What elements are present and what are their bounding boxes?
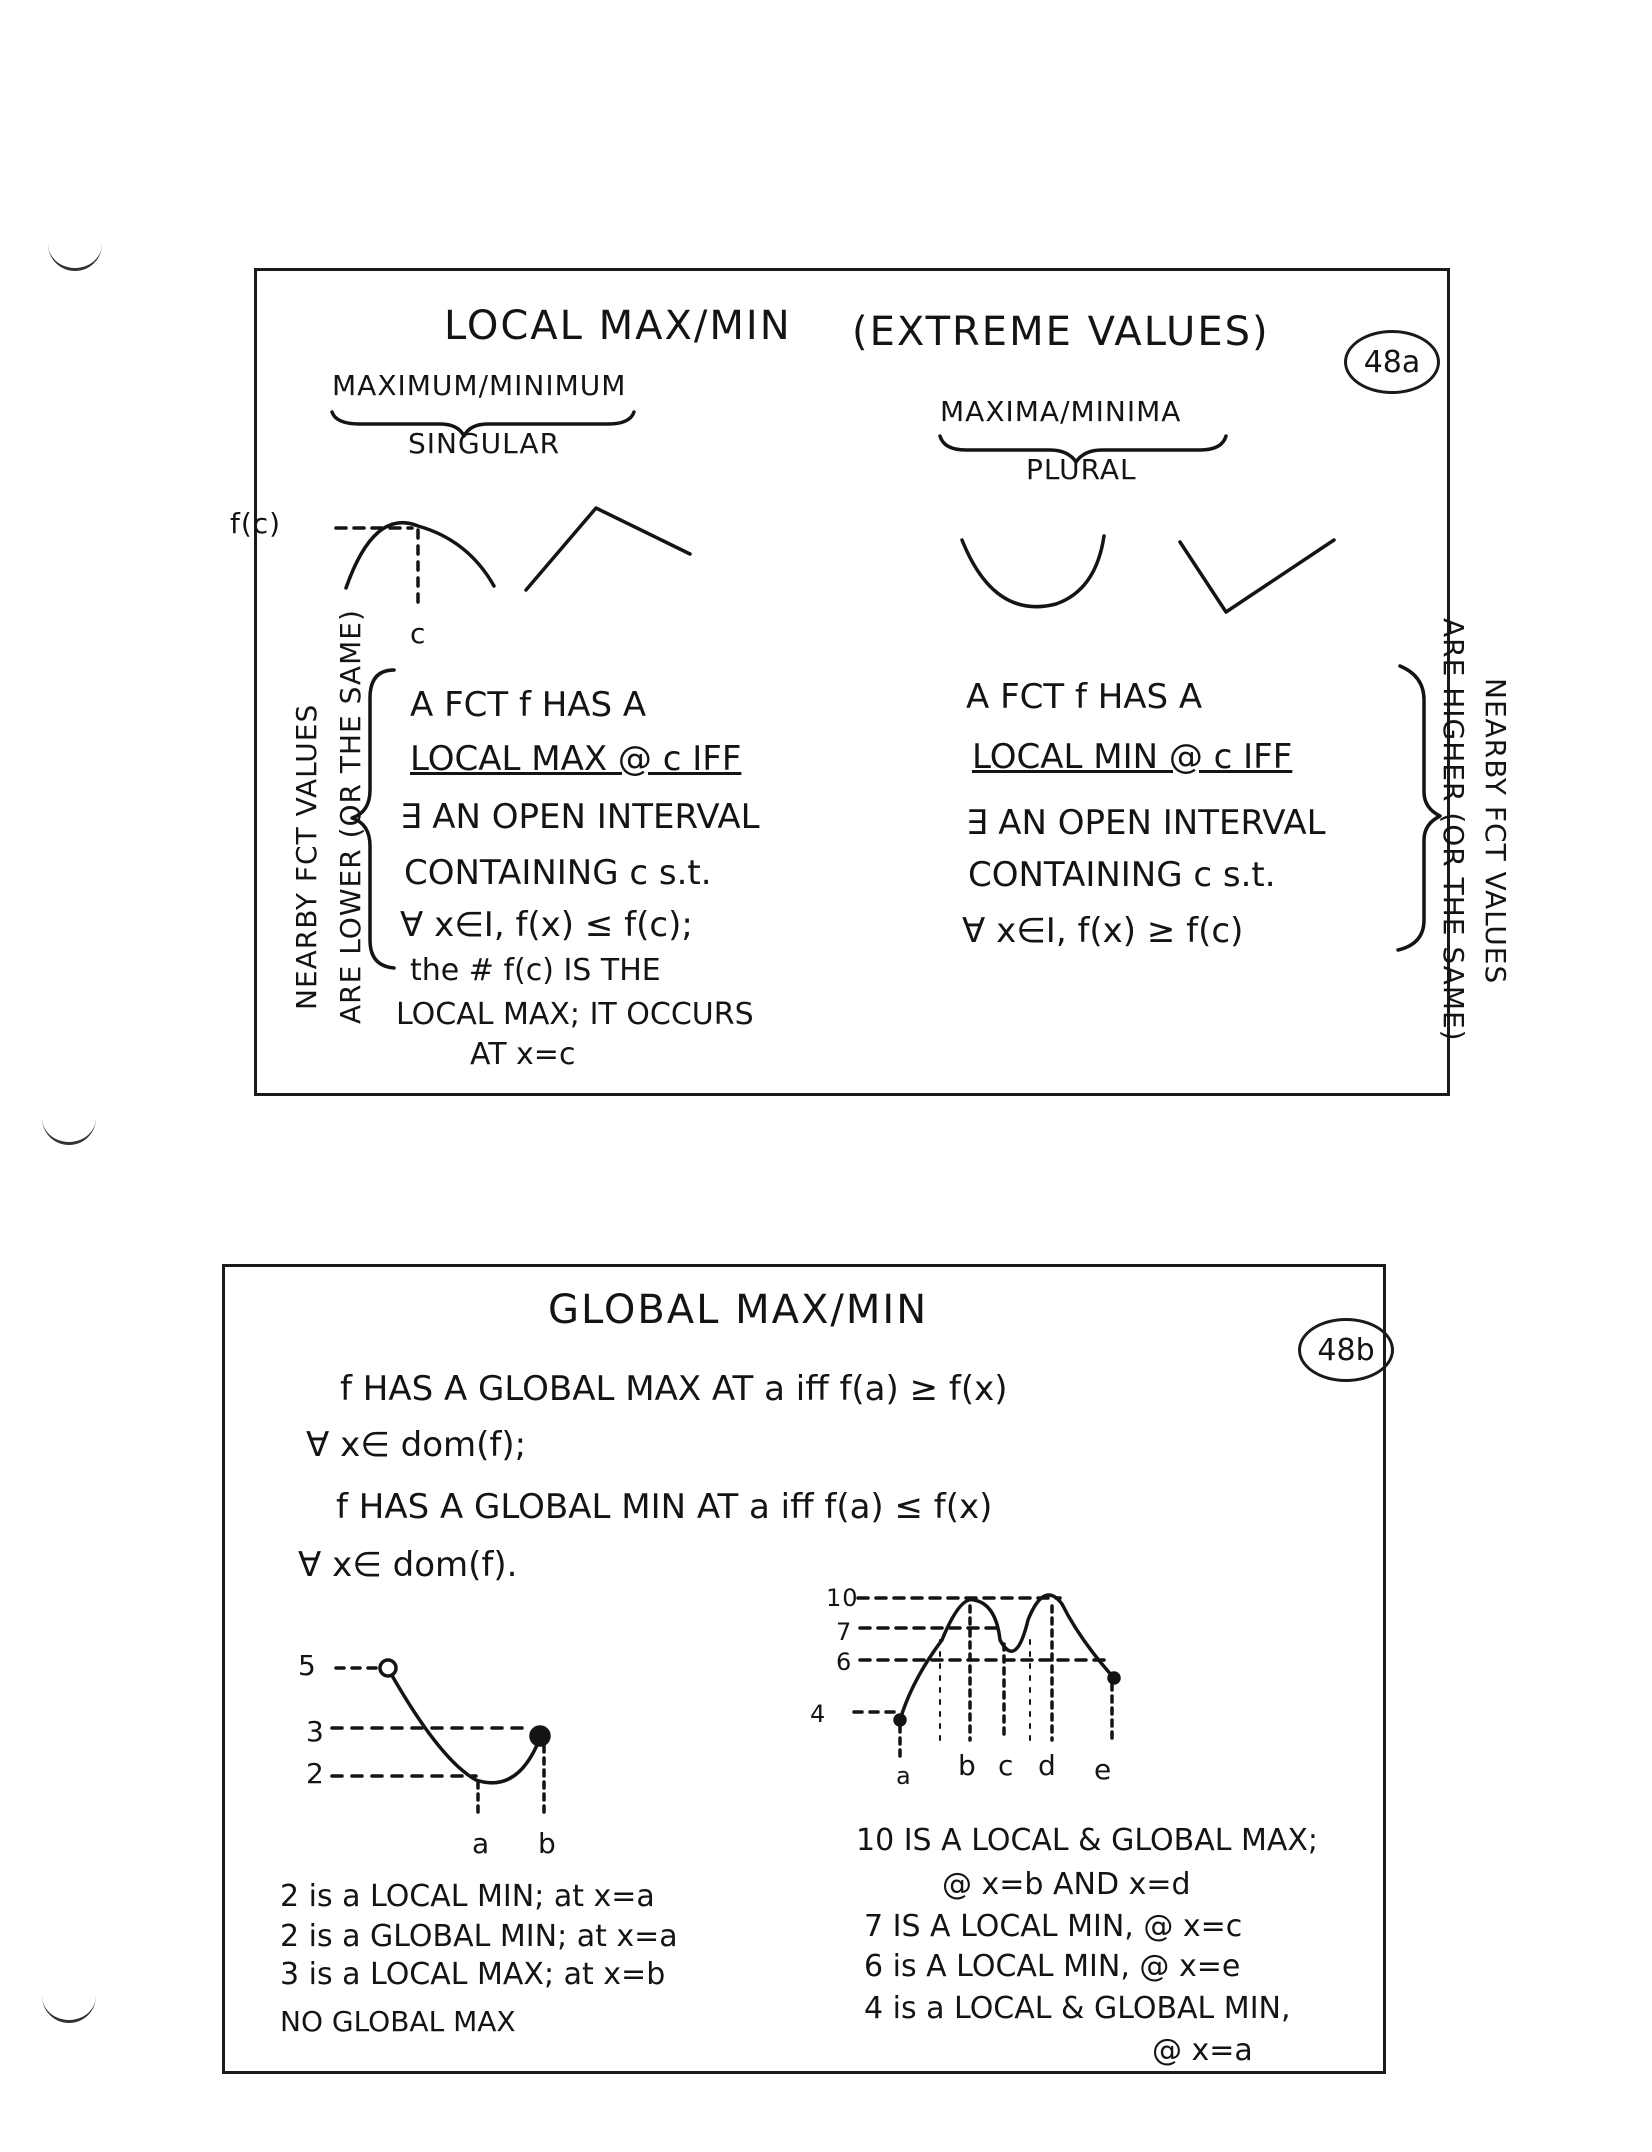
note-line: 10 IS A LOCAL & GLOBAL MAX;: [856, 1823, 1319, 1858]
singular-words: MAXIMUM/MINIMUM: [332, 369, 627, 402]
def-line: CONTAINING c s.t.: [968, 855, 1276, 895]
note-line: 2 is a LOCAL MIN; at x=a: [280, 1879, 655, 1914]
card-a-badge-text: 48a: [1363, 344, 1421, 380]
global-max-definition-domain: ∀ x∈ dom(f);: [306, 1425, 527, 1465]
def-line: ∃ AN OPEN INTERVAL: [400, 797, 760, 837]
card-a-title-paren: (EXTREME VALUES): [852, 309, 1270, 355]
left-curly-brace: [352, 670, 394, 968]
graph2-x-label: e: [1094, 1753, 1113, 1786]
plural-label: PLURAL: [1026, 453, 1137, 486]
def-line: the # f(c) IS THE: [410, 953, 661, 988]
c-label: c: [410, 617, 427, 650]
left-side-note-1: NEARBY FCT VALUES: [290, 703, 323, 1010]
global-min-definition-domain: ∀ x∈ dom(f).: [298, 1545, 518, 1585]
def-line: LOCAL MAX @ c IFF: [410, 739, 742, 779]
def-line: A FCT f HAS A: [410, 685, 647, 725]
def-line: LOCAL MIN @ c IFF: [972, 737, 1293, 777]
def-line: AT x=c: [470, 1037, 576, 1072]
sharp-min-curve: [1180, 540, 1334, 612]
global-min-definition: f HAS A GLOBAL MIN AT a iff f(a) ≤ f(x): [336, 1487, 993, 1527]
note-line: 7 IS A LOCAL MIN, @ x=c: [864, 1909, 1243, 1944]
fc-label: f(c): [230, 507, 282, 540]
def-line: ∀ x∈I, f(x) ≥ f(c): [962, 911, 1244, 951]
graph2-x-label: d: [1038, 1749, 1057, 1782]
graph1-x-label: a: [472, 1827, 491, 1860]
graph2-endpoint-a: [895, 1715, 905, 1725]
def-line: ∀ x∈I, f(x) ≤ f(c);: [400, 905, 693, 945]
def-line: A FCT f HAS A: [966, 677, 1203, 717]
graph1-y-label: 3: [306, 1715, 325, 1748]
global-max-definition: f HAS A GLOBAL MAX AT a iff f(a) ≥ f(x): [340, 1369, 1008, 1409]
note-line: 6 is A LOCAL MIN, @ x=e: [864, 1949, 1241, 1984]
singular-label: SINGULAR: [408, 427, 561, 460]
graph2-x-label: c: [998, 1749, 1015, 1782]
left-side-note-2: ARE LOWER (OR THE SAME): [334, 609, 367, 1024]
card-a-title: LOCAL MAX/MIN: [444, 303, 792, 349]
note-line: @ x=b AND x=d: [942, 1867, 1191, 1902]
graph2-curve: [900, 1595, 1114, 1720]
right-curly-brace: [1398, 666, 1440, 950]
sharp-max-curve: [526, 508, 690, 590]
graph2-y-label: 6: [836, 1648, 853, 1676]
graph2-x-label: b: [958, 1749, 977, 1782]
note-line: 3 is a LOCAL MAX; at x=b: [280, 1957, 666, 1992]
graph2-grid: [940, 1640, 1030, 1740]
note-line: 2 is a GLOBAL MIN; at x=a: [280, 1919, 678, 1954]
graph1-x-label: b: [538, 1827, 557, 1860]
def-line: CONTAINING c s.t.: [404, 853, 712, 893]
plural-underbrace: [940, 436, 1226, 462]
graph2-y-label: 4: [810, 1700, 827, 1728]
graph1-y-label: 5: [298, 1649, 317, 1682]
right-side-note-2: ARE HIGHER (OR THE SAME): [1437, 618, 1470, 1042]
graph2-endpoint-e: [1109, 1673, 1119, 1683]
graph1-open-endpoint: [380, 1660, 396, 1676]
graph2-x-label: a: [896, 1762, 912, 1790]
note-line: 4 is a LOCAL & GLOBAL MIN,: [864, 1991, 1291, 2026]
smooth-max-curve: [346, 523, 494, 588]
graph1-closed-endpoint: [531, 1727, 549, 1745]
graph1-y-label: 2: [306, 1757, 325, 1790]
def-line: LOCAL MAX; IT OCCURS: [396, 997, 754, 1032]
graph2-y-label: 10: [826, 1584, 859, 1612]
note-line: NO GLOBAL MAX: [280, 2005, 516, 2038]
right-side-note-1: NEARBY FCT VALUES: [1479, 678, 1512, 985]
graph2-y-label: 7: [836, 1618, 853, 1646]
card-b-badge-text: 48b: [1317, 1332, 1375, 1368]
plural-words: MAXIMA/MINIMA: [940, 395, 1182, 428]
singular-underbrace: [332, 412, 634, 436]
smooth-min-curve: [962, 536, 1104, 607]
note-line: @ x=a: [1152, 2033, 1253, 2068]
def-line: ∃ AN OPEN INTERVAL: [966, 803, 1326, 843]
card-b-title: GLOBAL MAX/MIN: [548, 1287, 929, 1333]
